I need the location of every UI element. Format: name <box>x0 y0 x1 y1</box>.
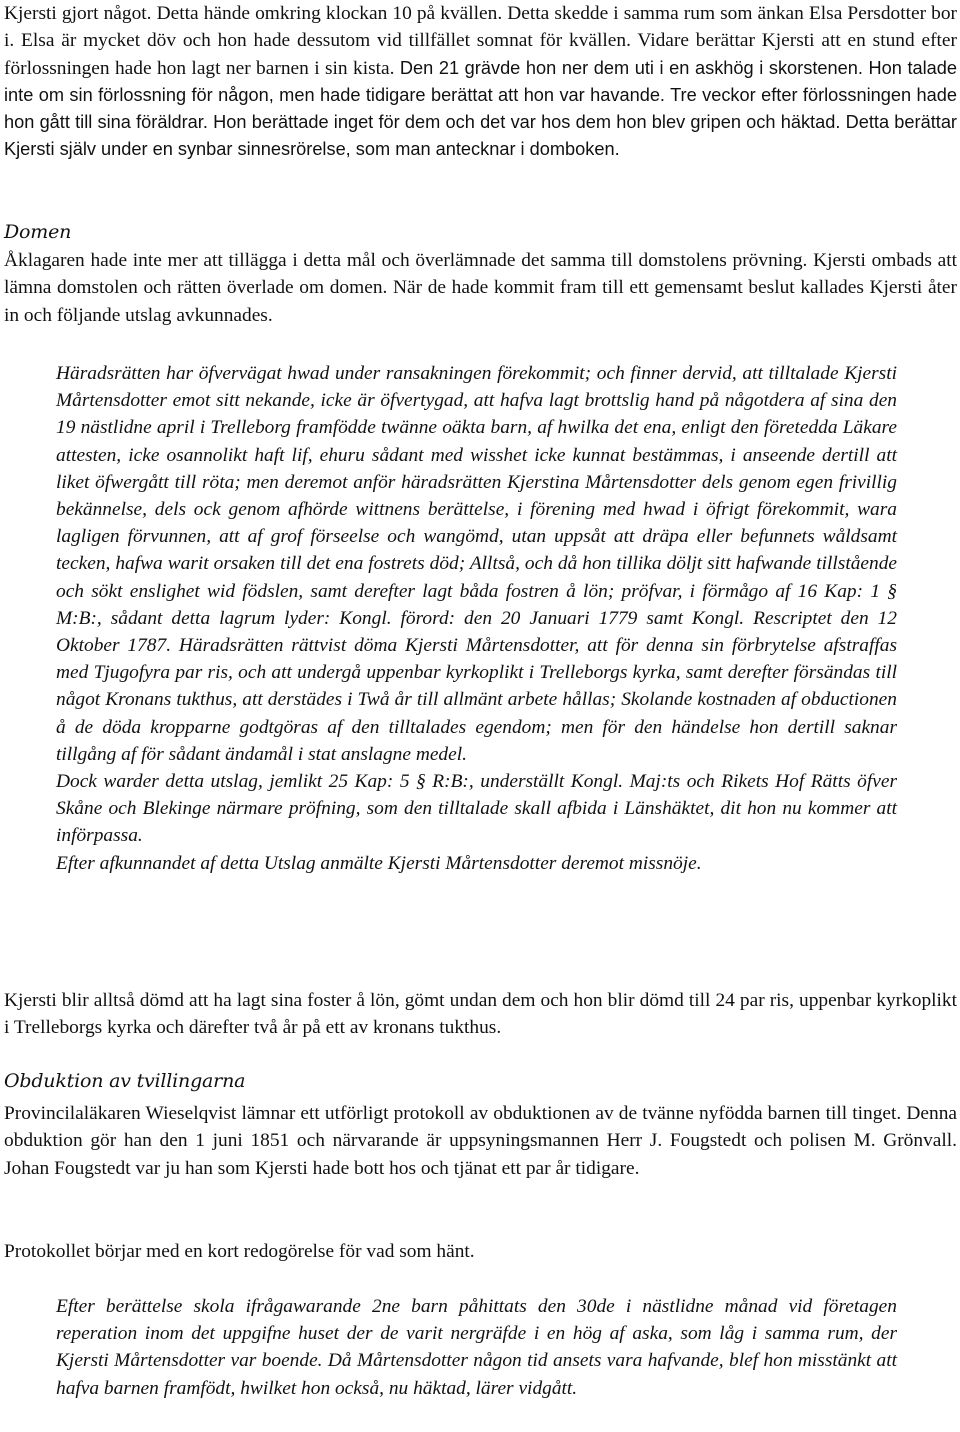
utslag-paragraph-3: Efter afkunnandet af detta Utslag anmälte Kjersti Mårtensdotter deremot missnöje. <box>56 852 702 874</box>
intro-paragraph <box>4 0 957 164</box>
summary-paragraph: Kjersti blir alltså dömd att ha lagt sina foster å lön, gömt undan dem och hon blir dömd till 24 par ris, uppenbar kyrkoplikt i Trelleborgs kyrka och därefter två år på ett av kronans tukthus. <box>4 990 957 1039</box>
utslag-paragraph-2: Dock warder detta utslag, jemlikt 25 Kap: 5 § R:B:, underställt Kongl. Maj:ts och Rikets Hof Rätts öfver Skåne och Blekinge närmare pröfning, som den tilltalade skall afbida i Länshäktet, dit hon nu kommer att införpassa. <box>56 771 897 847</box>
protocol-quote-paragraph: Efter berättelse skola ifrågawarande 2ne barn påhittats den 30de i nästlidne månad vid företagen reperation inom det uppgifne huset der de varit nergräfde i en hög af aska, som låg i samma rum, der Kjersti Mårtensdotter var boende. Då Mårtensdotter någon tid ansets vara hafvande, blef hon misstänkt att hafva barnen framfödt, hwilket hon också, nu häktad, lärer vidgått. <box>56 1296 897 1399</box>
intro-serif-text: Kjersti gjort något. Detta hände omkring klockan 10 på kvällen. Detta skedde i samma rum som änkan Elsa Persdotter bor i. Elsa är mycket döv och hon hade dessutom vid tillfället somnat för kvällen. Vidare berättar Kjersti att en stund efter förlossningen hade hon lagt ner barnen i sin kista. <box>4 3 957 79</box>
protocol-quote <box>56 1293 897 1402</box>
heading-obduktion: Obduktion av tvillingarna <box>4 1070 246 1092</box>
intro-sans-text: Den 21 grävde hon ner dem uti i en askhög i skorstenen. Hon talade inte om sin förlossning för någon, men hade tidigare berättat att hon var havande. Tre veckor efter förlossningen hade hon gått till sina föräldrar. Hon berättade inget för dem och det var hos dem hon blev gripen och häktad. Detta berättar Kjersti själv under en synbar sinnesrörelse, som man antecknar i domboken. <box>4 57 958 160</box>
protocol-intro-paragraph: Protokollet börjar med en kort redogörelse för vad som hänt. <box>4 1241 475 1262</box>
utslag-quote <box>56 360 897 877</box>
domen-paragraph: Åklagaren hade inte mer att tillägga i detta mål och överlämnade det samma till domstolens prövning. Kjersti ombads att lämna domstolen och rätten överlade om domen. När de hade kommit fram till ett gemensamt beslut kallades Kjersti åter in och följande utslag avkunnades. <box>4 250 957 326</box>
heading-domen: Domen <box>4 221 72 243</box>
obduktion-paragraph: Provincilaläkaren Wieselqvist lämnar ett utförligt protokoll av obduktionen av de tvänne nyfödda barnen till tinget. Denna obduktion gör han den 1 juni 1851 och närvarande är uppsyningsmannen Herr J. Fougstedt och polisen M. Grönvall. Johan Fougstedt var ju han som Kjersti hade bott hos och tjänat ett par år tidigare. <box>4 1103 957 1179</box>
utslag-paragraph-1: Häradsrätten har öfvervägat hwad under ransakningen förekommit; och finner dervid, att tilltalade Kjersti Mårtensdotter emot sitt nekande, icke är öfvertygad, att hafva lagt brottslig hand på någotdera af sina den 19 nästlidne april i Trelleborg framfödde twänne oäkta barn, af hwilka det ena, enligt den företedda Läkare attesten, icke osannolikt haft lif, ehuru sådant med wisshet icke kunnat bestämmas, i anseende dertill att liket öfwergått till röta; men deremot anför häradsrätten Kjerstina Mårtensdotter dels genom egen frivillig bekännelse, dels ock genom afhörde wittnens berättelse, i förening med hwad i öfrigt förekommit, wara lagligen förvunnen, att af grof förseelse och wangömd, utan uppsåt att dräpa eller befunnets wåldsamt tecken, hafwa warit orsaken till det ena fostrets död; Alltså, och då hon tillika döljt sitt hafwande tillstående och sökt enslighet wid födslen, samt derefter lagt båda fostren å lön; pröfvar, i förmågo af 16 Kap: 1 § M:B:, sådant detta lagrum lyder: Kongl. förord: den 20 Januari 1779 samt Kongl. Rescriptet den 12 Oktober 1787. Häradsrätten rättvist döma Kjersti Mårtensdotter, att för denna sin förbrytelse afstraffas med Tjugofyra par ris, och att undergå uppenbar kyrkoplikt i Trelleborgs kyrka, samt derefter försändas till något Kronans tukthus, att derstädes i Twå år till allmänt arbete hållas; Skolande kostnaden af obductionen å de döda kropparne godtgöras af den tilltalades egendom; men för den händelse hon dertill saknar tillgång af för sådant ändamål i stat anslagne medel. <box>56 363 897 765</box>
